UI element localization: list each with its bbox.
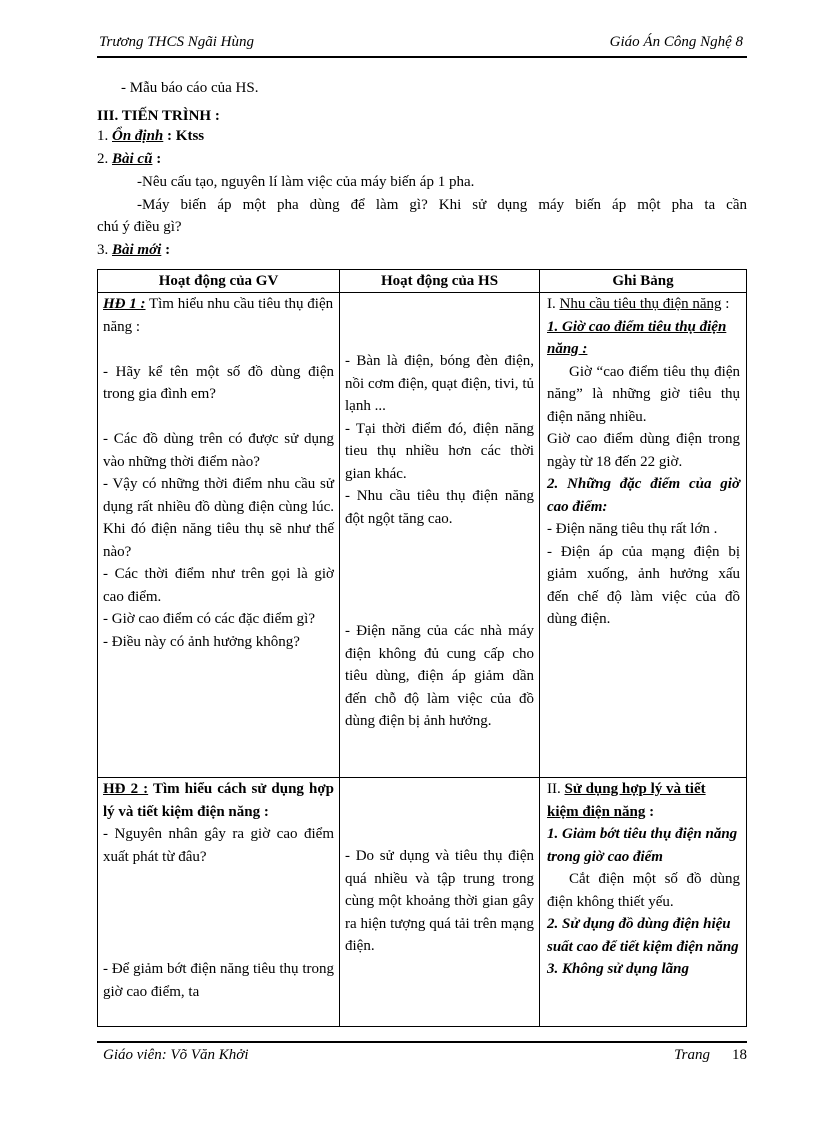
step-3 [97, 242, 170, 259]
board-cell-2 [540, 778, 747, 1027]
step-2 [97, 151, 161, 168]
step-1-num: 1. [97, 128, 109, 144]
board-s2-num: II. [547, 781, 565, 798]
step-3-label: Bài mới [112, 242, 162, 258]
gv-question-1: - Hãy kể tên một số đồ dùng điện trong gia đình em? [103, 363, 334, 402]
step-1 [97, 128, 204, 145]
board-text-2: Giờ cao điểm dùng điện trong ngày từ 18 đến 22 giờ. [547, 431, 740, 470]
table-header-row [98, 270, 747, 293]
step-1-rest: : Ktss [167, 128, 205, 144]
step-2-rest: : [156, 151, 162, 167]
board-s1-num: I. [547, 296, 560, 312]
gv-question-2: - Các đồ dùng trên có được sử dụng vào những thời điểm nào? [103, 431, 334, 470]
gv-question-8: - Để giảm bớt điện năng tiêu thụ trong giờ cao điểm, ta [103, 961, 334, 1000]
board-s1-title: Nhu cầu tiêu thụ điện năng [559, 296, 722, 312]
materials-line: - Mẫu báo cáo của HS. [121, 80, 259, 96]
board-s1-colon: : [721, 296, 730, 312]
hs-answer-2: - Tại thời điểm đó, điện năng tieu thụ nhiều hơn các thời gian khác. [345, 420, 534, 482]
step-3-rest: : [165, 242, 171, 258]
page-header [97, 32, 747, 58]
step-2-num: 2. [97, 151, 109, 167]
header-hs: Hoạt động của HS [340, 270, 540, 293]
hd1-label: HĐ 1 : [103, 296, 146, 312]
board-heading-1: 1. Giờ cao điểm tiêu thụ điện năng : [547, 318, 727, 357]
board-s2-colon: : [645, 803, 655, 820]
board-heading-4: 2. Sử dụng đồ dùng điện hiệu suất cao để tiết kiệm điện năng [547, 916, 739, 955]
step-2-label: Bài cũ [112, 151, 153, 167]
gv-question-7: - Nguyên nhân gây ra giờ cao điểm xuất phát từ đâu? [103, 826, 334, 865]
hs-cell-1 [340, 293, 540, 778]
review-question-1: -Nêu cấu tạo, nguyên lí làm việc của máy biến áp 1 pha. [137, 174, 475, 190]
section-title: III. TIẾN TRÌNH : [97, 108, 220, 124]
table-row-hd1 [98, 293, 747, 778]
hs-cell-2 [340, 778, 540, 1027]
board-heading-2: 2. Những đặc điểm của giờ cao điểm: [547, 476, 740, 515]
board-heading-5: 3. Không sử dụng lãng [547, 961, 689, 978]
review-question-2a: -Máy biến áp một pha dùng để làm gì? Khi sử dụng máy biến áp một pha ta cần [137, 197, 747, 213]
step-3-num: 3. [97, 242, 109, 258]
board-text-3: - Điện năng tiêu thụ rất lớn . [547, 521, 718, 537]
board-text-1: Giờ “cao điểm tiêu thụ điện năng” là những giờ tiêu thụ điện năng nhiều. [547, 363, 740, 425]
step-1-label: Ổn định [112, 128, 164, 144]
header-board: Ghi Bảng [540, 270, 747, 293]
footer-page-label: Trang [674, 1047, 710, 1063]
hd2-title: Tìm hiểu cách sử dụng hợp lý và tiết kiệm điện năng : [103, 781, 334, 820]
board-text-4: - Điện áp của mạng điện bị giảm xuống, ảnh hưởng xấu đến chế độ làm việc của đồ dùng điện. [547, 543, 740, 627]
table-row-hd2 [98, 778, 747, 1027]
hs-answer-3: - Nhu cầu tiêu thụ điện năng đột ngột tăng cao. [345, 488, 534, 527]
page-footer [97, 1041, 747, 1067]
board-s2-title: Sử dụng hợp lý và tiết kiệm điện năng [547, 781, 706, 820]
footer-page [674, 1047, 747, 1064]
hs-answer-4: - Điện năng của các nhà máy điện không đủ cung cấp cho tiêu dùng, điện áp giảm dần đến chỗ độ làm việc của đồ dùng điện bị ảnh hưởng. [345, 623, 534, 729]
gv-question-6: - Điều này có ảnh hưởng không? [103, 633, 300, 650]
hs-answer-5: - Do sử dụng và tiêu thụ điện quá nhiều và tập trung trong cùng một khoảng thời gian gây ra hiện tượng quá tải trên mạng điện. [345, 848, 534, 955]
board-text-5: Cắt điện một số đồ dùng điện không thiết yếu. [547, 871, 740, 910]
lesson-table [97, 269, 747, 1027]
gv-cell-1 [98, 293, 340, 778]
gv-question-5: - Giờ cao điểm có các đặc điểm gì? [103, 611, 315, 627]
hd2-label: HĐ 2 : [103, 781, 149, 798]
header-gv: Hoạt động của GV [98, 270, 340, 293]
board-cell-1 [540, 293, 747, 778]
header-subject: Giáo Án Công Nghệ 8 [609, 34, 743, 50]
review-question-2b: chú ý điều gì? [97, 219, 182, 235]
gv-question-3: - Vậy có những thời điểm nhu cầu sử dụng rất nhiều đồ dùng điện cùng lúc. Khi đó điện năng tiêu thụ sẽ như thế nào? [103, 476, 334, 560]
hs-answer-1: - Bàn là điện, bóng đèn điện, nồi cơm điện, quạt điện, tivi, tủ lạnh ... [345, 353, 534, 414]
gv-question-4: - Các thời điểm như trên gọi là giờ cao điểm. [103, 566, 334, 605]
footer-teacher: Giáo viên: Võ Văn Khởi [103, 1047, 249, 1063]
header-school: Trương THCS Ngãi Hùng [99, 34, 254, 50]
board-heading-3: 1. Giảm bớt tiêu thụ điện năng trong giờ cao điểm [547, 826, 738, 865]
gv-cell-2 [98, 778, 340, 1027]
footer-page-number: 18 [732, 1047, 747, 1063]
hd1-title: Tìm hiểu nhu cầu tiêu thụ điện năng : [103, 296, 334, 335]
